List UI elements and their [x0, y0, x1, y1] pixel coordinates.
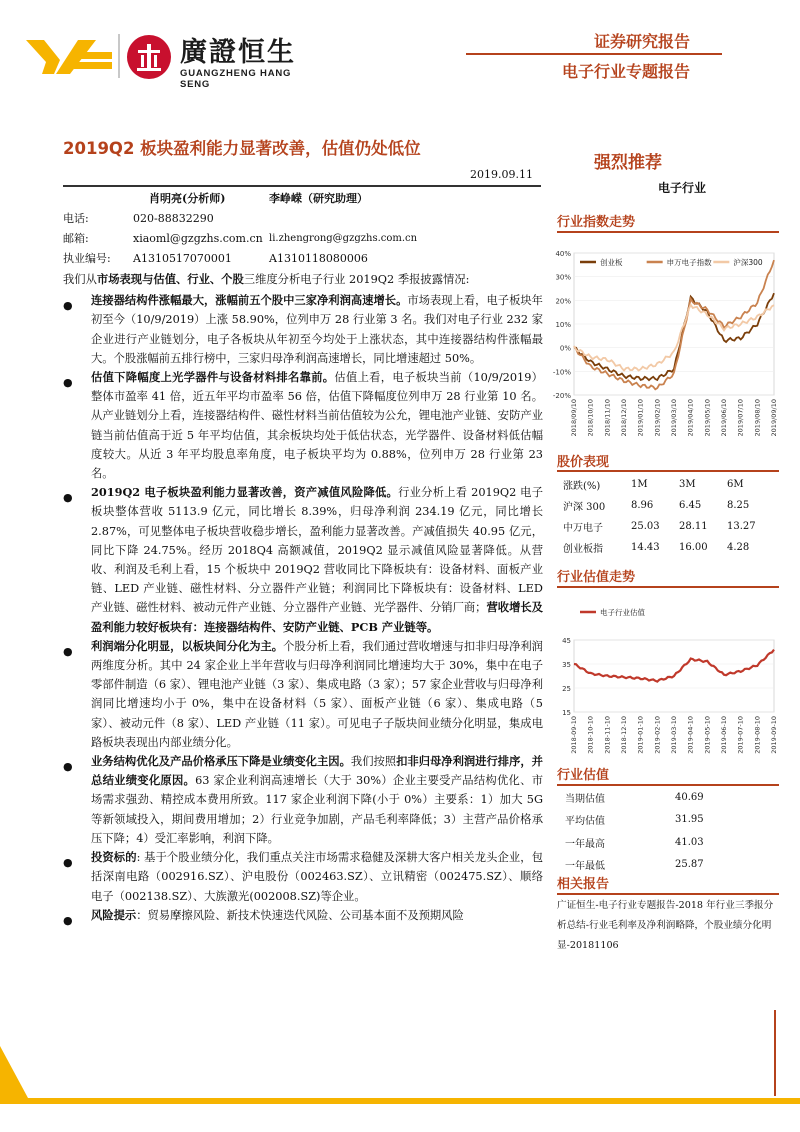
- perf-cell: 4.28: [727, 542, 750, 553]
- bullet-icon: ●: [63, 760, 73, 774]
- perf-cell: 6.45: [679, 500, 702, 511]
- x-tick-label: 2019/09/10: [770, 399, 778, 437]
- main-body: [63, 270, 543, 925]
- side-accent-rule: [774, 1010, 776, 1096]
- logo-mark-icon: [22, 30, 122, 84]
- series-line: [574, 293, 774, 380]
- perf-cell: 创业板指: [563, 544, 603, 555]
- x-tick-label: 2019-07-10: [736, 716, 745, 754]
- assistant-name: 李峥嵘（研究助理）: [269, 192, 368, 205]
- point-5: ● 业务结构优化及产品价格承压下降是业绩变化主因。我们按照扣非归母净利润进行排序，并总结业绩变化原因。63 家企业利润高速增长（大于 30%）企业主要受产品结构优化、市场需求强劲、精控成本费用所致。117 家企业利润下降(小于 0%）主要系：1）加大 5G 等新领域投入，期间费用增加；2）行业竞争加剧，产品毛利率降低；3）主营产品价格承压下降；4）受汇率影响，利润下降。: [63, 754, 543, 845]
- x-tick-label: 2018-11-10: [603, 716, 612, 754]
- corner-triangle-icon: [0, 1046, 28, 1106]
- perf-cell: 8.96: [631, 500, 654, 511]
- x-tick-label: 2019/08/10: [753, 399, 762, 437]
- legend-label: 电子行业估值: [600, 608, 645, 617]
- y-tick-label: 0%: [559, 344, 571, 353]
- point-7: ● 风险提示：贸易摩擦风险、新技术快速迭代风险、公司基本面不及预期风险: [63, 906, 543, 925]
- phone-label: 电话:: [63, 212, 89, 225]
- valuation-chart: [548, 600, 780, 760]
- y-tick-label: 40%: [555, 250, 571, 258]
- report-type: 证券研究报告: [593, 32, 690, 51]
- y-tick-label: 10%: [555, 321, 571, 329]
- header-rule: [466, 53, 722, 55]
- logo: [22, 30, 312, 90]
- perf-title-rule: [557, 470, 779, 472]
- table-row: [565, 831, 775, 854]
- email-label: 邮箱:: [63, 232, 89, 245]
- x-tick-label: 2018-09-10: [570, 716, 578, 754]
- bullet-icon: ●: [63, 491, 73, 505]
- x-tick-label: 2018-12-10: [620, 716, 628, 754]
- x-tick-label: 2019-03-10: [670, 716, 678, 754]
- legend-label: 申万电子指数: [666, 258, 712, 267]
- point-1: ● 连接器结构件涨幅最大，涨幅前五个股中三家净利润高速增长。市场表现上看，电子板块年初至今（10/9/2019）上涨 58.90%，位列申万 28 行业第 3 名。我们对电子行业 232 家企业进行产业链划分，电子各板块从年初至今均处于上涨状态，其中连接器结构件涨幅最大。个股涨幅前五排行榜中，三家归母净利润高速增长，同比增速超过 50%。: [63, 293, 543, 365]
- series-line: [574, 305, 774, 371]
- y-tick-label: 15: [562, 709, 571, 717]
- analyst-email[interactable]: xiaoml@gzgzhs.com.cn: [133, 232, 263, 245]
- valuation-label: 平均估值: [565, 816, 605, 828]
- bullet-icon: ●: [63, 644, 73, 658]
- table-row: [565, 809, 775, 832]
- x-tick-label: 2019/02/10: [653, 399, 662, 437]
- logo-name-cn: 廣證恒生: [180, 37, 296, 68]
- index-title: 行业指数走势: [557, 215, 636, 230]
- page-title: 2019Q2 板块盈利能力显著改善，估值仍处低位: [63, 139, 421, 158]
- y-tick-label: 20%: [555, 297, 571, 306]
- valuation-label: 一年最低: [565, 861, 605, 873]
- table-row: [563, 516, 773, 537]
- license-label: 执业编号:: [63, 252, 111, 265]
- x-tick-label: 2019/05/10: [703, 399, 712, 437]
- x-tick-label: 2019/03/10: [670, 399, 678, 437]
- valuation-table: [565, 786, 775, 876]
- perf-cell: 中万电子: [563, 523, 603, 534]
- report-subtype: 电子行业专题报告: [561, 62, 690, 81]
- point-4: ● 利润端分化明显，以板块间分化为主。个股分析上看，我们通过营收增速与扣非归母净利润两维度分析。其中 24 家企业上半年营收与归母净利润同比增速均大于 30%，集中在电子零部件制造（6 家）、锂电池产业链（3 家）、集成电路（3 家）；57 家企业营收与归母净利润同比增速均小于 0%，集中在设备材料（5 家）、面板产业链（6 家）、集成电路（5 家）、被动元件（8 家）、LED 产业链（11 家）。可见电子子版块间业绩分化明显，集成电路板块表现出内部业绩分化。: [63, 638, 543, 749]
- y-tick-label: 45: [562, 637, 571, 645]
- x-tick-label: 2019-05-10: [703, 716, 712, 754]
- intro-paragraph: 我们从市场表现与估值、行业、个股三维度分析电子行业 2019Q2 季报披露情况:: [63, 272, 470, 286]
- analyst-name: 肖明亮(分析师): [149, 192, 226, 205]
- point-3: ● 2019Q2 电子板块盈利能力显著改善，资产减值风险降低。行业分析上看 2019Q2 电子板块整体营收 5113.9 亿元，同比增长 8.39%，归母净利润 234.19 亿元，同比增长 2.87%，可见整体电子板块营收稳步增长，盈利能力显著改善。产减值损失 40.95 亿元，同比下降 24.75%。经历 2018Q4 高额减值，2019Q2 显示减值风险显著降低。从营收、利润及毛利上看，15 个板块中 2019Q2 营收同比下降板块有：设备材料、面板产业链、LED 产业链、磁性材料、分立器件产业链；利润同比下降板块有：设备材料、LED 产业链、磁性材料、被动元件产业链、分立器件产业链、光学器件、分销厂商；营收增长及盈利能力较好板块有：连接器结构件、安防产业链、PCB 产业链等。: [63, 485, 543, 634]
- valtrend-title-rule: [557, 586, 779, 588]
- perf-title: 股价表现: [557, 455, 610, 470]
- rating: 强烈推荐: [594, 153, 662, 173]
- x-tick-label: 2019-08-10: [753, 716, 762, 754]
- title-rule: [63, 185, 541, 187]
- related-title-rule: [557, 893, 779, 895]
- sector-label: 电子行业: [658, 181, 707, 195]
- perf-header: 涨跌(%): [563, 481, 601, 492]
- series-line: [574, 650, 774, 682]
- y-tick-label: -20%: [552, 392, 571, 400]
- valuation-label: 当期估值: [565, 793, 605, 805]
- perf-cell: 沪深 300: [563, 502, 606, 513]
- table-row: [563, 537, 773, 558]
- valtrend-title: 行业估值走势: [557, 570, 636, 585]
- perf-cell: 16.00: [679, 542, 708, 553]
- perf-table: [563, 474, 773, 558]
- analyst-license: A1310517070001: [133, 252, 232, 265]
- x-tick-label: 2019/07/10: [736, 399, 745, 437]
- perf-cell: 8.25: [727, 500, 750, 511]
- legend-label: 创业板: [600, 258, 623, 267]
- valuation-title: 行业估值: [557, 768, 610, 783]
- point-6: ● 投资标的: 基于个股业绩分化，我们重点关注市场需求稳健及深耕大客户相关龙头企业，包括深南电路（002916.SZ）、沪电股份（002463.SZ）、立讯精密（002475.SZ）、顺络电子（002138.SZ）、大族激光(002008.SZ)等企业。: [63, 850, 543, 903]
- x-tick-label: 2019-06-10: [720, 716, 728, 754]
- perf-header: 6M: [727, 479, 744, 490]
- x-tick-label: 2019/01/10: [636, 399, 645, 437]
- author-block: [63, 189, 543, 271]
- perf-cell: 28.11: [679, 521, 708, 532]
- assistant-license: A1310118080006: [269, 252, 368, 265]
- valuation-value: 40.69: [675, 791, 704, 803]
- table-row: [563, 495, 773, 516]
- logo-name-en: GUANGZHENG HANG SENG: [180, 68, 292, 90]
- report-date: 2019.09.11: [470, 168, 533, 181]
- table-row: [563, 474, 773, 495]
- x-tick-label: 2018/11/10: [603, 399, 612, 437]
- x-tick-label: 2019/04/10: [686, 399, 695, 437]
- valuation-value: 31.95: [675, 814, 704, 826]
- index-title-rule: [557, 231, 779, 233]
- x-tick-label: 2019-09-10: [770, 716, 778, 754]
- x-tick-label: 2019-01-10: [636, 716, 645, 754]
- y-tick-label: 35: [562, 661, 571, 669]
- bullet-icon: ●: [63, 856, 73, 870]
- perf-cell: 14.43: [631, 542, 660, 553]
- assistant-email[interactable]: li.zhengrong@gzgzhs.com.cn: [269, 233, 418, 244]
- logo-seal-icon: [126, 34, 172, 80]
- bullet-icon: ●: [63, 376, 73, 390]
- y-tick-label: -10%: [552, 368, 571, 377]
- x-tick-label: 2019/06/10: [720, 399, 728, 437]
- bullet-icon: ●: [63, 913, 73, 927]
- valuation-value: 25.87: [675, 859, 704, 871]
- x-tick-label: 2018/09/10: [570, 399, 578, 437]
- series-line: [574, 260, 774, 389]
- perf-cell: 13.27: [727, 521, 756, 532]
- valuation-label: 一年最高: [565, 838, 605, 850]
- valuation-value: 41.03: [675, 836, 704, 848]
- point-2: ● 估值下降幅度上光学器件与设备材料排名靠前。估值上看，电子板块当前（10/9/2019）整体市盈率 41 倍，近五年平均市盈率 56 倍，估值下降幅度位列申万 28 行业第 10 名。从产业链划分上看，连接器结构件、磁性材料当前估值较为公允，锂电池产业链、安防产业链当前估值高于近 5 年平均估值，其余板块均处于低估状态，光学器件、设备材料低估幅度较大。从近 3 年平均股息率角度，电子板块平均为 0.88%，位列申万 28 行业第 23 名。: [63, 370, 543, 481]
- x-tick-label: 2019-02-10: [653, 716, 662, 754]
- related-title: 相关报告: [557, 877, 610, 892]
- y-tick-label: 25: [562, 685, 571, 693]
- x-tick-label: 2018/12/10: [620, 399, 628, 437]
- x-tick-label: 2019-04-10: [686, 716, 695, 754]
- related-report-link[interactable]: 广证恒生-电子行业专题报告-2018 年行业三季报分析总结-行业毛利率及净利润略降，个股业绩分化明显-20181106: [557, 900, 774, 951]
- bullet-icon: ●: [63, 299, 73, 313]
- y-tick-label: 30%: [555, 273, 571, 282]
- footer-rule: [0, 1098, 800, 1104]
- perf-cell: 25.03: [631, 521, 660, 532]
- perf-header: 3M: [679, 479, 696, 490]
- x-tick-label: 2018/10/10: [586, 399, 595, 437]
- legend-label: 沪深300: [733, 258, 763, 267]
- table-row: [565, 786, 775, 809]
- x-tick-label: 2018-10-10: [586, 716, 595, 754]
- perf-header: 1M: [631, 479, 648, 490]
- phone: 020-88832290: [133, 212, 214, 225]
- index-chart: [548, 245, 780, 445]
